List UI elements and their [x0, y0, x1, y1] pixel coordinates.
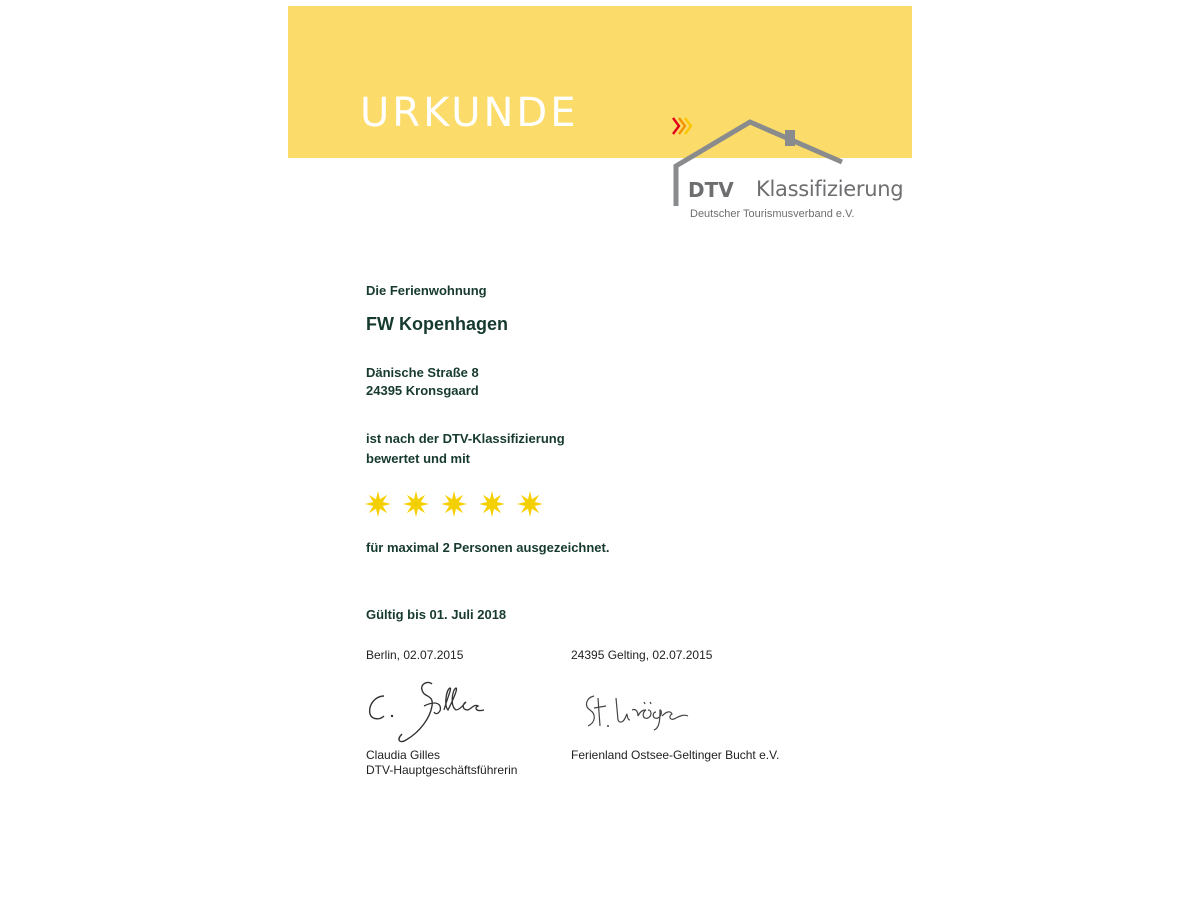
right-place-date: 24395 Gelting, 02.07.2015: [571, 648, 713, 662]
street-address: Dänische Straße 8: [366, 365, 479, 380]
validity-text: Gültig bis 01. Juli 2018: [366, 607, 507, 622]
property-type: Die Ferienwohnung: [366, 283, 487, 298]
dtv-logo: [672, 116, 904, 220]
certificate-title: URKUNDE: [360, 90, 579, 136]
star-icon: [402, 490, 430, 518]
left-signer-name: Claudia Gilles: [366, 748, 441, 762]
star-icon: [478, 490, 506, 518]
signature-right: [580, 686, 720, 736]
logo-brand: DTV: [688, 178, 734, 202]
signature-left: [362, 676, 512, 746]
logo-product: Klassifizierung: [756, 177, 904, 201]
star-icon: [364, 490, 392, 518]
star-icon: [440, 490, 468, 518]
star-rating: [364, 490, 554, 520]
certificate-page: [288, 6, 912, 890]
statement-line-1: ist nach der DTV-Klassifizierung: [366, 431, 565, 446]
left-signer-role: DTV-Hauptgeschäftsführerin: [366, 763, 518, 777]
left-place-date: Berlin, 02.07.2015: [366, 648, 464, 662]
right-signer-org: Ferienland Ostsee-Geltinger Bucht e.V.: [571, 748, 780, 762]
star-icon: [516, 490, 544, 518]
statement-line-2: bewertet und mit: [366, 451, 471, 466]
property-name: FW Kopenhagen: [366, 314, 508, 334]
capacity-text: für maximal 2 Personen ausgezeichnet.: [366, 540, 610, 555]
logo-organization: Deutscher Tourismusverband e.V.: [690, 208, 855, 220]
chevrons-icon: [672, 116, 694, 136]
city-address: 24395 Kronsgaard: [366, 383, 479, 398]
